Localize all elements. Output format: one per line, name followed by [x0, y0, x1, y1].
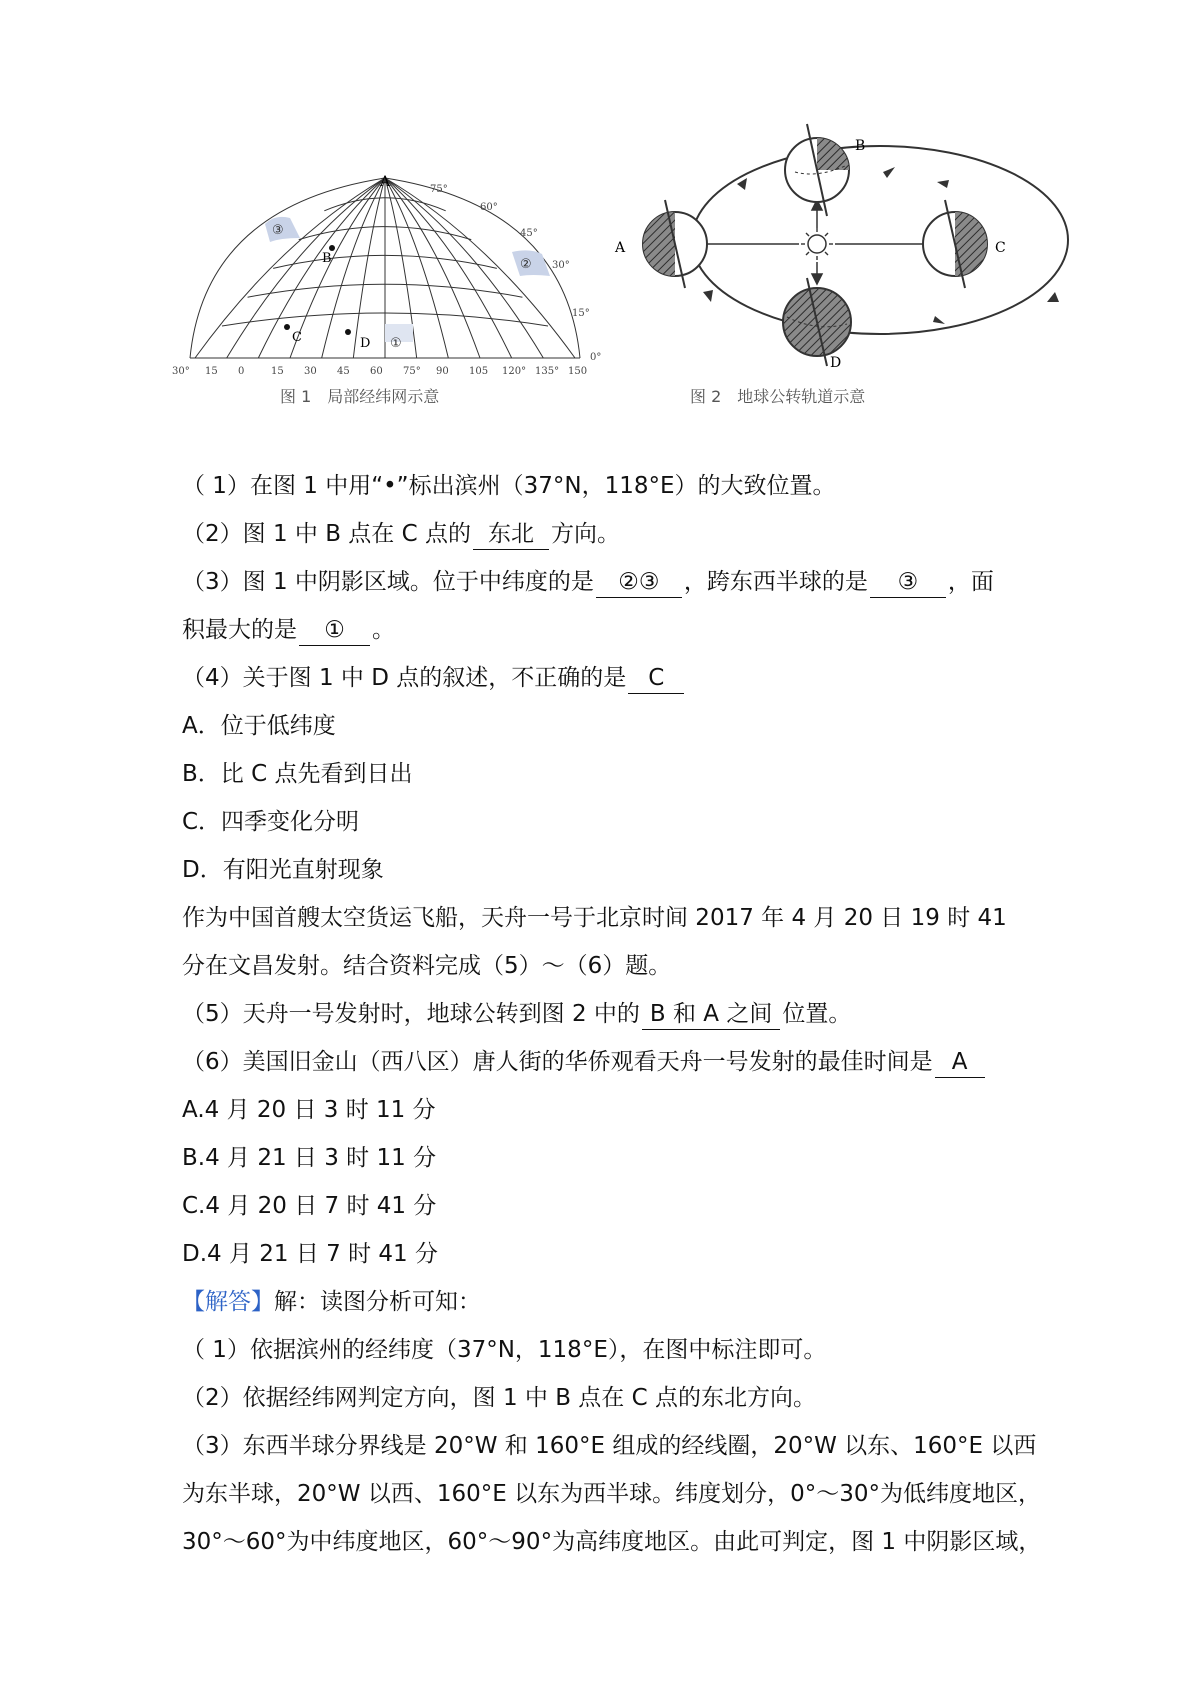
- longitude-label: 150: [568, 366, 588, 377]
- region-1-label: ①: [390, 336, 402, 351]
- figure-1-caption: 图 1 局部经纬网示意: [280, 387, 440, 406]
- latitude-label: 45°: [520, 228, 538, 239]
- longitude-label: 15: [205, 366, 218, 377]
- intro-line-1: 作为中国首艘太空货运飞船，天舟一号于北京时间 2017 年 4 月 20 日 19 时 41: [182, 905, 1007, 931]
- question-3-answer-1: ②③: [596, 567, 682, 598]
- question-6-answer: A: [935, 1047, 985, 1078]
- graticule-diagram: [172, 174, 650, 448]
- question-6: [182, 1038, 1032, 1086]
- point-c: [284, 324, 290, 330]
- question-6-option-c: C.4 月 20 日 7 时 41 分: [182, 1193, 437, 1219]
- sun-icon: [801, 228, 833, 260]
- latitude-label: 60°: [480, 202, 498, 213]
- orbit-diagram: [615, 112, 1120, 448]
- question-3-line2-text: 积最大的是: [182, 617, 297, 643]
- longitude-label: 30: [304, 366, 317, 377]
- position-c-label: C: [995, 240, 1006, 256]
- question-2: [182, 510, 1032, 558]
- answer-1: （ 1）依据滨州的经纬度（37°N，118°E），在图中标注即可。: [182, 1337, 827, 1363]
- longitude-label: 0: [238, 366, 245, 377]
- question-4-answer: C: [628, 663, 684, 694]
- question-4-option-d: D．有阳光直射现象: [182, 857, 384, 883]
- answer-heading: [182, 1278, 1032, 1326]
- question-text: [182, 462, 1042, 1566]
- question-6-option-a: A.4 月 20 日 3 时 11 分: [182, 1097, 436, 1123]
- question-2-answer: 东北: [473, 519, 549, 550]
- meridian-line: [227, 178, 385, 358]
- longitude-label: 105: [469, 366, 489, 377]
- answer-2: （2）依据经纬网判定方向，图 1 中 B 点在 C 点的东北方向。: [182, 1385, 816, 1411]
- question-5-text: （5）天舟一号发射时，地球公转到图 2 中的: [182, 1001, 640, 1027]
- question-3-middle: ，跨东西半球的是: [683, 569, 868, 595]
- point-b-label: B: [322, 251, 332, 266]
- orbit-arrow-upper-right: [937, 180, 949, 188]
- earth-position-d: [783, 278, 851, 371]
- answer-3-line-1: （3）东西半球分界线是 20°W 和 160°E 组成的经线圈，20°W 以东、160°E 以西: [182, 1433, 1037, 1459]
- question-5: [182, 990, 1032, 1038]
- orbit-arrow-left: [703, 290, 713, 302]
- region-2-label: ②: [520, 257, 532, 272]
- longitude-label: 90: [436, 366, 449, 377]
- question-2-suffix: 方向。: [550, 521, 620, 547]
- question-2-text: （2）图 1 中 B 点在 C 点的: [182, 521, 471, 547]
- question-1: （ 1）在图 1 中用“•”标出滨州（37°N，118°E）的大致位置。: [182, 473, 836, 499]
- answer-intro: 解：读图分析可知：: [274, 1289, 481, 1315]
- position-a-label: A: [615, 240, 626, 256]
- question-4-text: （4）关于图 1 中 D 点的叙述，不正确的是: [182, 665, 627, 691]
- answer-3-line-2: 为东半球，20°W 以西、160°E 以东为西半球。纬度划分，0°～30°为低纬度地区，: [182, 1481, 1041, 1507]
- longitude-label: 30°: [172, 366, 190, 377]
- question-3-answer-2: ③: [870, 567, 946, 598]
- position-d-label: D: [830, 355, 842, 371]
- longitude-label: 60: [370, 366, 383, 377]
- figure-graticule: [172, 174, 650, 448]
- question-3: [182, 558, 1032, 606]
- latitude-label: 15°: [572, 308, 590, 319]
- point-d: [345, 329, 351, 335]
- question-4-option-a: A．位于低纬度: [182, 713, 336, 739]
- region-3-label: ③: [272, 223, 284, 238]
- answer-tag: 【解答】: [182, 1289, 274, 1315]
- orbit-path: [692, 146, 1068, 334]
- longitude-label: 120°: [502, 366, 527, 377]
- point-a-label: A: [380, 174, 391, 190]
- question-6-text: （6）美国旧金山（西八区）唐人街的华侨观看天舟一号发射的最佳时间是: [182, 1049, 933, 1075]
- figure-orbit: [615, 112, 1120, 448]
- meridian-line: [322, 178, 385, 358]
- point-d-label: D: [360, 336, 371, 351]
- question-6-option-b: B.4 月 21 日 3 时 11 分: [182, 1145, 437, 1171]
- figure-2-caption: 图 2 地球公转轨道示意: [690, 387, 866, 406]
- earth-position-c: [923, 200, 1006, 288]
- question-3-text: （3）图 1 中阴影区域。位于中纬度的是: [182, 569, 594, 595]
- question-6-option-d: D.4 月 21 日 7 时 41 分: [182, 1241, 438, 1267]
- question-3-line2-suffix: 。: [372, 617, 395, 643]
- orbit-arrow-right: [1047, 292, 1059, 302]
- question-4: [182, 654, 1032, 702]
- question-5-suffix: 位置。: [782, 1001, 852, 1027]
- orbit-arrow-top: [883, 167, 895, 178]
- answer-3-line-3: 30°～60°为中纬度地区，60°～90°为高纬度地区。由此可判定，图 1 中阴影区域，: [182, 1529, 1042, 1555]
- longitude-label: 45: [337, 366, 350, 377]
- point-c-label: C: [292, 330, 302, 345]
- orbit-arrow-lower-right: [933, 316, 945, 324]
- question-4-option-b: B．比 C 点先看到日出: [182, 761, 413, 787]
- orbit-arrow-upper-left: [737, 178, 747, 190]
- latitude-label: 30°: [552, 260, 570, 271]
- latitude-label: 75°: [430, 184, 448, 195]
- question-3-continued: [182, 606, 1032, 654]
- intro-line-2: 分在文昌发射。结合资料完成（5）～（6）题。: [182, 953, 672, 979]
- question-5-answer: B 和 A 之间: [642, 999, 780, 1030]
- longitude-label: 15: [271, 366, 284, 377]
- position-b-label: B: [855, 138, 866, 154]
- question-4-option-c: C．四季变化分明: [182, 809, 360, 835]
- question-3-suffix: ，面: [947, 569, 994, 595]
- earth-position-b: [785, 124, 865, 216]
- latitude-label: 0°: [590, 352, 602, 363]
- question-3-answer-3: ①: [299, 615, 370, 646]
- longitude-label: 135°: [535, 366, 560, 377]
- longitude-label: 75°: [403, 366, 421, 377]
